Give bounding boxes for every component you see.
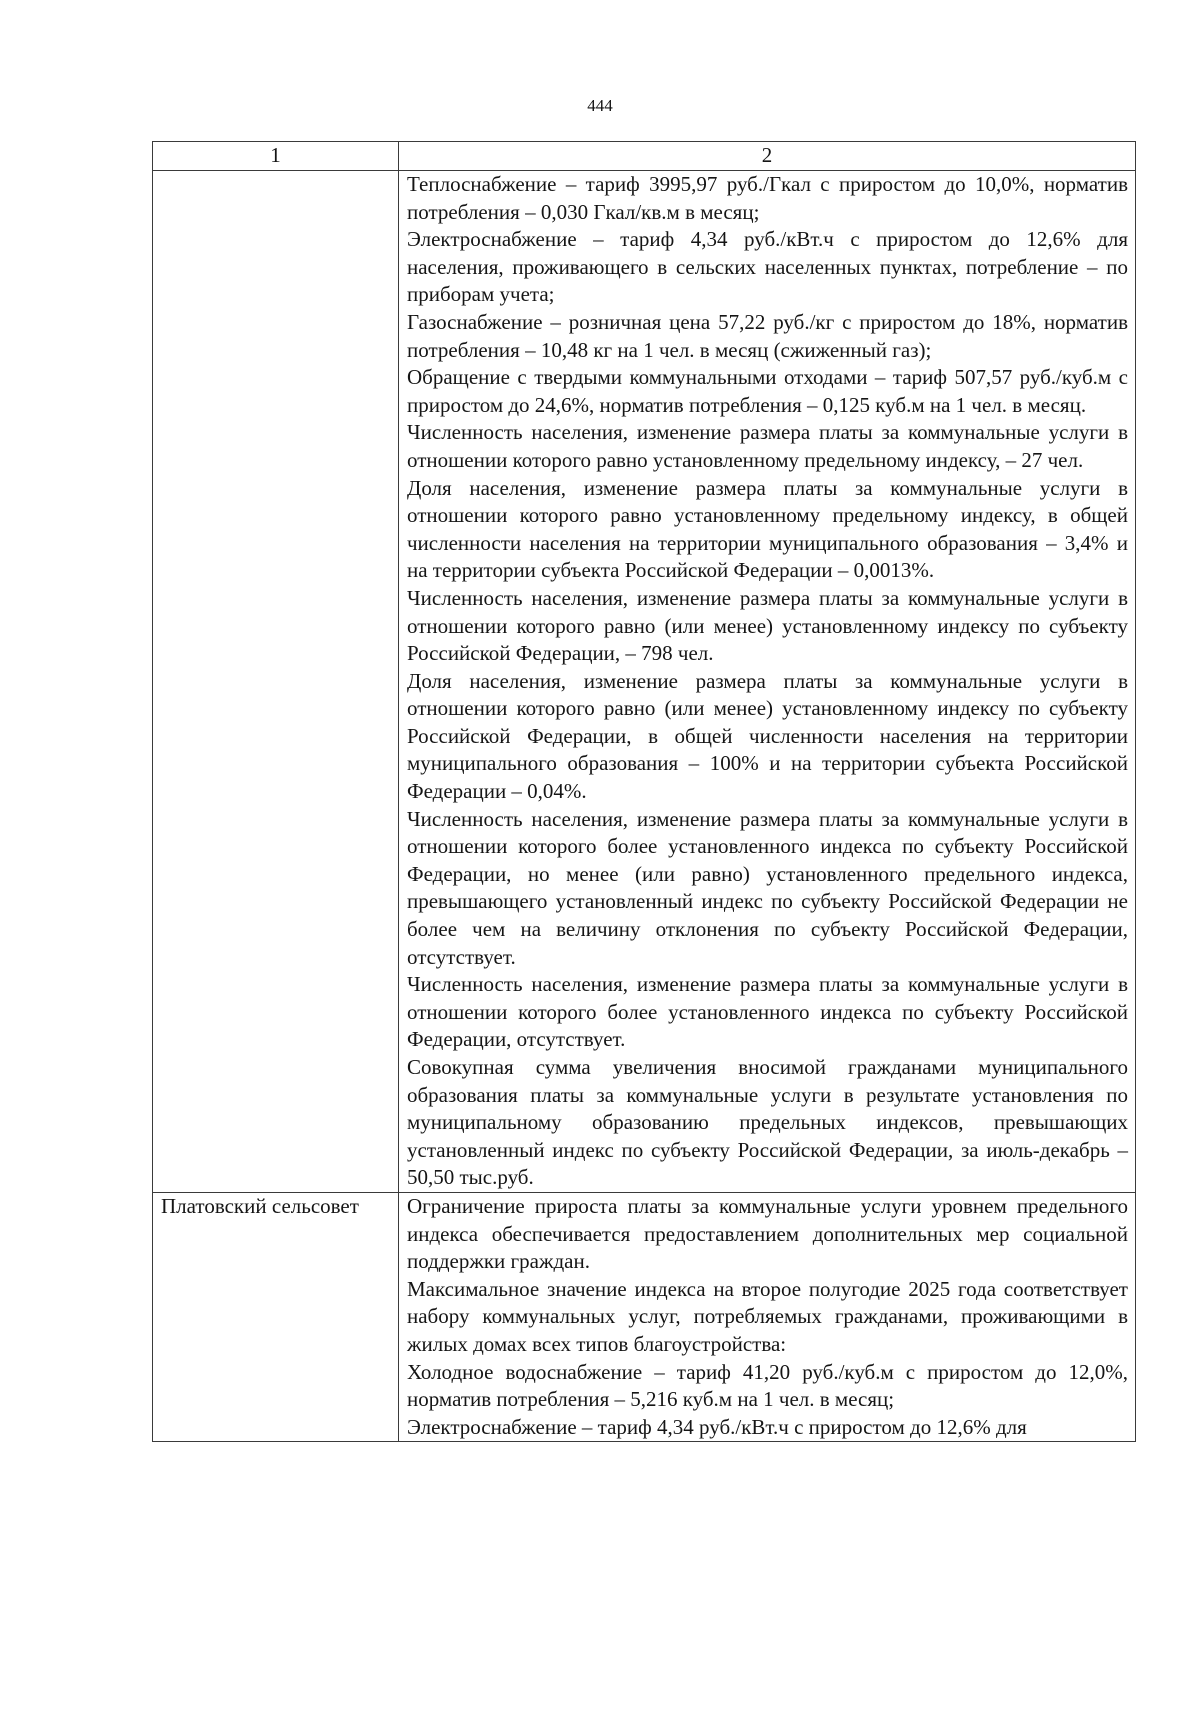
paragraph-population-equal-limit: Численность населения, изменение размера платы за коммунальные услуги в отношении которого равно установленному предельному индексу, – 27 чел. (407, 420, 1128, 472)
column-header-2: 2 (399, 142, 1136, 171)
row-label: Платовский сельсовет (153, 1192, 399, 1441)
paragraph-solid-waste: Обращение с твердыми коммунальными отходами – тариф 507,57 руб./куб.м с приростом до 24,6%, норматив потребления – 0,125 куб.м на 1 чел. в месяц. (407, 365, 1128, 417)
paragraph-cold-water: Холодное водоснабжение – тариф 41,20 руб./куб.м с приростом до 12,0%, норматив потребления – 5,216 куб.м на 1 чел. в месяц; (407, 1359, 1128, 1412)
paragraph-population-below-regional: Численность населения, изменение размера платы за коммунальные услуги в отношении которого равно (или менее) установленному индексу по субъекту Российской Федерации, – 798 чел. (407, 585, 1128, 666)
paragraph-population-within-deviation: Численность населения, изменение размера платы за коммунальные услуги в отношении которого более установленного индекса по субъекту Российской Федерации, но менее (или равно) установленного предельного индекса, превышающего установленный индекс по субъекту Российской Федерации не более чем на величину отклонения по субъекту Российской Федерации, отсутствует. (407, 806, 1128, 969)
row-content (399, 171, 1136, 1193)
document-table (152, 141, 1136, 1442)
paragraph-share-equal-limit: Доля населения, изменение размера платы за коммунальные услуги в отношении которого равно установленному предельному индексу, в общей численности населения на территории муниципального образования – 3,4% и на территории субъекта Российской Федерации – 0,0013%. (407, 475, 1128, 583)
row-label (153, 171, 399, 1193)
table-header-row (153, 142, 1136, 171)
paragraph-gas-supply: Газоснабжение – розничная цена 57,22 руб./кг с приростом до 18%, норматив потребления – 10,48 кг на 1 чел. в месяц (сжиженный газ); (407, 309, 1128, 362)
paragraph-electricity-supply: Электроснабжение – тариф 4,34 руб./кВт.ч с приростом до 12,6% для населения, проживающего в сельских населенных пунктах, потребление – по приборам учета; (407, 227, 1128, 307)
paragraph-total-increase: Совокупная сумма увеличения вносимой гражданами муниципального образования платы за коммунальные услуги в результате установления по муниципальному образованию предельных индексов, превышающих установленный индекс по субъекту Российской Федерации, за июль-декабрь – 50,50 тыс.руб. (407, 1055, 1128, 1190)
paragraph-growth-limit: Ограничение прироста платы за коммунальные услуги уровнем предельного индекса обеспечивается предоставлением дополнительных мер социальной поддержки граждан. (407, 1193, 1128, 1274)
row-content (399, 1192, 1136, 1441)
paragraph-electricity-supply: Электроснабжение – тариф 4,34 руб./кВт.ч с приростом до 12,6% для (407, 1414, 1027, 1439)
paragraph-share-below-regional: Доля населения, изменение размера платы за коммунальные услуги в отношении которого равно (или менее) установленному индексу по субъекту Российской Федерации, в общей численности населения на территории муниципального образования – 100% и на территории субъекта Российской Федерации – 0,04%. (407, 668, 1128, 804)
table-row (153, 171, 1136, 1193)
paragraph-population-above-regional: Численность населения, изменение размера платы за коммунальные услуги в отношении которого более установленного индекса по субъекту Российской Федерации, отсутствует. (407, 972, 1128, 1052)
paragraph-heat-supply: Теплоснабжение – тариф 3995,97 руб./Гкал с приростом до 10,0%, норматив потребления – 0,030 Гкал/кв.м в месяц; (407, 172, 1128, 224)
column-header-1: 1 (153, 142, 399, 171)
paragraph-max-index: Максимальное значение индекса на второе полугодие 2025 года соответствует набору коммунальных услуг, потребляемых гражданами, проживающими в жилых домах всех типов благоустройства: (407, 1276, 1128, 1356)
page-number: 444 (587, 96, 613, 115)
table-row (153, 1192, 1136, 1441)
